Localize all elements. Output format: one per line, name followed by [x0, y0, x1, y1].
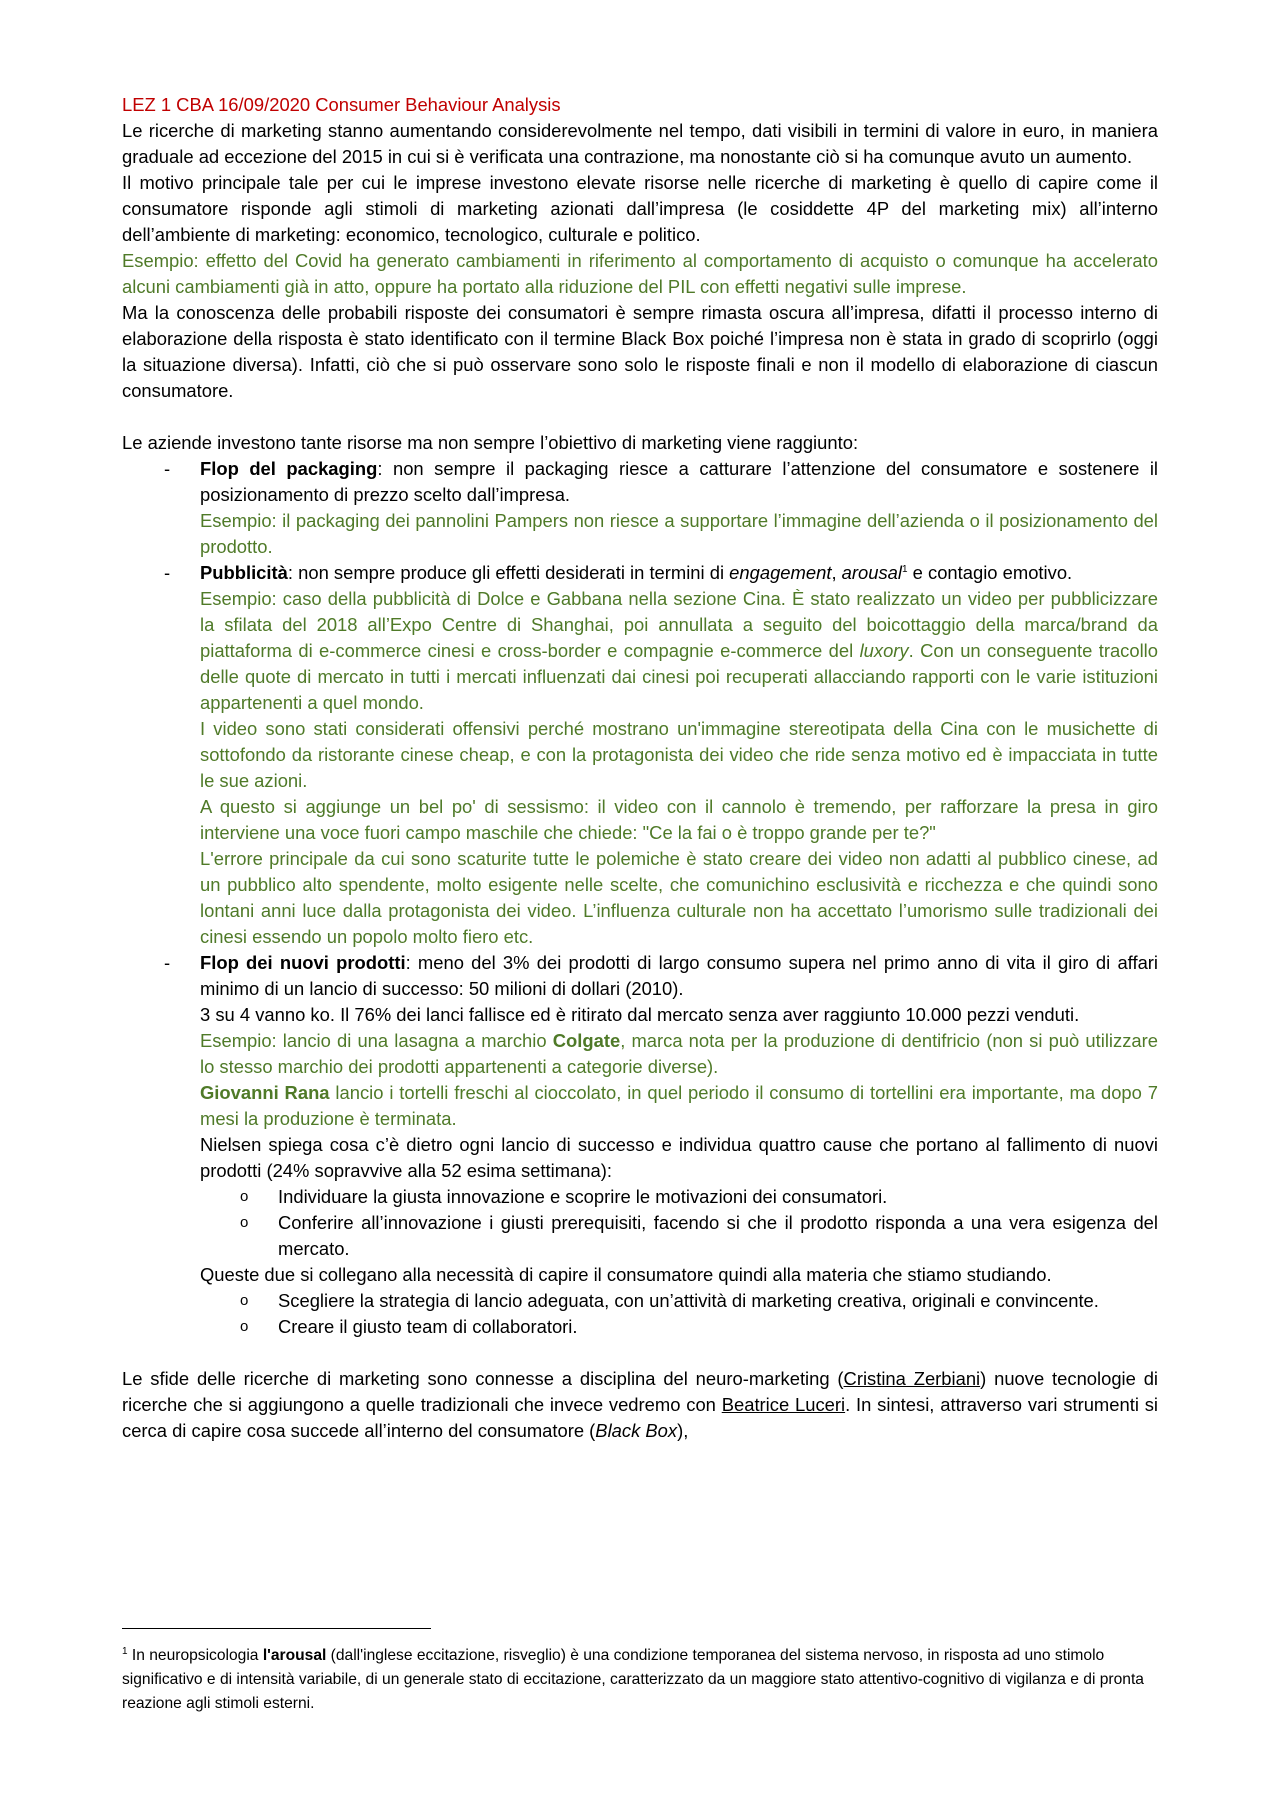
list-item-advertising: - Pubblicità: non sempre produce gli effetti desiderati in termini di engagement, arousal$^1$ e contagio emotivo. Esempio: caso della pubblicità di Dolce e Gabbana nella sezione Cina. È stato realizzato un video per pubblicizzare la sfilata del 2018 all’Expo Centre di Shanghai, poi annullata a seguito del boicottaggio della marca/brand da piattaforma di e-commerce cinesi e cross-border e compagnie e-commerce del luxory. Con un conseguente tracollo delle quote di mercato in tutti i mercati influenzati dai cinesi poi recuperati allacciando rapporti con le varie istituzioni appartenenti a quel mondo. I video sono stati considerati offensivi perché mostrano un'immagine stereotipata della Cina con le musichette di sottofondo da ristorante cinese cheap, e con la protagonista dei video che ride senza motivo ed è impacciata in tutte le sue azioni. A questo si aggiunge un bel po' di sessismo: il video con il cannolo è tremendo, per rafforzare la presa in giro interviene una voce fuori campo maschile che chiede: "Ce la fai o è troppo grande per te?" L'errore principale da cui sono scaturite tutte le polemiche è stato creare dei video non adatti al pubblico cinese, ad un pubblico alto spendente, molto esigente nelle scelte, che comunichino esclusività e ricchezza e che quindi sono lontani anni luce dalla protagonista dei video. L’influenza culturale non ha accettato l’umorismo sulle tradizionali dei cinesi essendo un popolo molto fiero etc. — [122, 560, 1158, 950]
example-covid: Esempio: effetto del Covid ha generato cambiamenti in riferimento al comportamento di acquisto o comunque ha accelerato alcuni cambiamenti già in atto, oppure ha portato alla riduzione del PIL con effetti negativi sulle imprese. — [122, 250, 1158, 297]
paragraph-black-box: Ma la conoscenza delle probabili risposte dei consumatori è sempre rimasta oscura all’impresa, difatti il processo interno di elaborazione della risposta è stato identificato con il termine Black Box poiché l’impresa non è stata in grado di scoprirlo (oggi la situazione diversa). Infatti, ciò che si può osservare sono solo le risposte finali e non il modello di elaborazione di ciascun consumatore. — [122, 302, 1158, 401]
dash-bullet: - — [164, 562, 171, 583]
link-beatrice-luceri[interactable]: Beatrice Luceri — [721, 1394, 846, 1415]
example-sexism: A questo si aggiunge un bel po' di sessismo: il video con il cannolo è tremendo, per rafforzare la presa in giro interviene una voce fuori campo maschile che chiede: "Ce la fai o è troppo grande per te?" — [200, 796, 1158, 843]
cause-item: o Creare il giusto team di collaboratori. — [278, 1314, 1158, 1340]
circle-bullet: o — [240, 1188, 249, 1205]
cause-item: o Individuare la giusta innovazione e scoprire le motivazioni dei consumatori. — [278, 1184, 1158, 1210]
dash-bullet: - — [164, 458, 171, 479]
paragraph-challenges: Le sfide delle ricerche di marketing sono connesse a disciplina del neuro-marketing (Cristina Zerbiani) nuove tecnologie di ricerche che si aggiungono a quelle tradizionali che invece vedremo con Beatrice Luceri. In sintesi, attraverso vari strumenti si cerca di capire cosa succede all’interno del consumatore (Black Box), — [122, 1368, 1159, 1441]
paragraph-bridge: Queste due si collegano alla necessità di capire il consumatore quindi alla materia che stiamo studiando. — [200, 1264, 1052, 1285]
circle-bullet: o — [240, 1214, 249, 1231]
spacer — [122, 404, 1158, 430]
document-page — [122, 92, 1158, 1444]
example-giovanni-rana: Giovanni Rana lancio i tortelli freschi al cioccolato, in quel periodo il consumo di tortellini era importante, ma dopo 7 mesi la produzione è terminata. — [200, 1082, 1158, 1129]
example-dolce-gabbana: Esempio: caso della pubblicità di Dolce e Gabbana nella sezione Cina. È stato realizzato un video per pubblicizzare la sfilata del 2018 all’Expo Centre di Shanghai, poi annullata a seguito del boicottaggio della marca/brand da piattaforma di e-commerce cinesi e cross-border e compagnie e-commerce del luxory. Con un conseguente tracollo delle quote di mercato in tutti i mercati influenzati dai cinesi poi recuperati allacciando rapporti con le varie istituzioni appartenenti a quel mondo. — [200, 588, 1158, 713]
example-video-offensive: I video sono stati considerati offensivi perché mostrano un'immagine stereotipata della Cina con le musichette di sottofondo da ristorante cinese cheap, e con la protagonista dei video che ride senza motivo ed è impacciata in tutte le sue azioni. — [200, 718, 1158, 791]
paragraph-list-intro: Le aziende investono tante risorse ma non sempre l’obiettivo di marketing viene raggiunto: — [122, 432, 859, 453]
footnote-separator — [122, 1628, 431, 1629]
causes-list-a — [200, 1184, 1158, 1262]
failure-list — [122, 456, 1158, 1340]
lecture-heading: LEZ 1 CBA 16/09/2020 Consumer Behaviour Analysis — [122, 94, 561, 115]
dash-bullet: - — [164, 952, 171, 973]
footnote-mark: 1 — [122, 1645, 128, 1657]
paragraph-motive: Il motivo principale tale per cui le imprese investono elevate risorse nelle ricerche di marketing è quello di capire come il consumatore risponde agli stimoli di marketing azionati dall’impresa (le cosiddette 4P del marketing mix) all’interno dell’ambiente di marketing: economico, tecnologico, culturale e politico. — [122, 172, 1158, 245]
example-pampers: Esempio: il packaging dei pannolini Pampers non riesce a supportare l’immagine dell’azienda o il posizionamento del prodotto. — [200, 510, 1158, 557]
paragraph-intro: Le ricerche di marketing stanno aumentando considerevolmente nel tempo, dati visibili in termini di valore in euro, in maniera graduale ad eccezione del 2015 in cui si è verificata una contrazione, ma nonostante ciò si ha comunque avuto un aumento. — [122, 120, 1158, 167]
list-item-packaging: - Flop del packaging: non sempre il packaging riesce a catturare l’attenzione del consumatore e sostenere il posizionamento di prezzo scelto dall’impresa. Esempio: il packaging dei pannolini Pampers non riesce a supportare l’immagine dell’azienda o il posizionamento del prodotto. — [122, 456, 1158, 560]
example-colgate: Esempio: lancio di una lasagna a marchio Colgate, marca nota per la produzione di dentifricio (non si può utilizzare lo stesso marchio dei prodotti appartenenti a categorie diverse). — [200, 1030, 1158, 1077]
circle-bullet: o — [240, 1292, 249, 1309]
circle-bullet: o — [240, 1318, 249, 1335]
link-cristina-zerbiani[interactable]: Cristina Zerbiani — [843, 1368, 981, 1389]
paragraph-nielsen: Nielsen spiega cosa c’è dietro ogni lancio di successo e individua quattro cause che portano al fallimento di nuovi prodotti (24% sopravvive alla 52 esima settimana): — [200, 1134, 1158, 1181]
item-title: Pubblicità — [200, 562, 288, 583]
item-title: Flop del packaging — [200, 458, 378, 479]
spacer — [122, 1340, 1158, 1366]
example-main-error: L'errore principale da cui sono scaturite tutte le polemiche è stato creare dei video non adatti al pubblico cinese, ad un pubblico alto spendente, molto esigente nelle scelte, che comunichino esclusività e ricchezza e che quindi sono lontani anni luce dalla protagonista dei video. L’influenza culturale non ha accettato l’umorismo sulle tradizionali dei cinesi essendo un popolo molto fiero etc. — [200, 848, 1158, 947]
item-title: Flop dei nuovi prodotti — [200, 952, 406, 973]
footnote: $^1$ In neuropsicologia l'arousal (dall'inglese eccitazione, risveglio) è una condizione temporanea del sistema nervoso, in risposta ad uno stimolo significativo e di intensità variabile, di un generale stato di eccitazione, caratterizzato da un maggiore stato attentivo-cognitivo di vigilanza e di pronta reazione agli stimoli esterni. — [122, 1645, 1144, 1712]
cause-item: o Conferire all’innovazione i giusti prerequisiti, facendo si che il prodotto risponda a una vera esigenza del mercato. — [240, 1212, 1158, 1259]
cause-item: o Scegliere la strategia di lancio adeguata, con un’attività di marketing creativa, originali e convincente. — [278, 1288, 1158, 1314]
paragraph-failure-rate: 3 su 4 vanno ko. Il 76% dei lanci fallisce ed è ritirato dal mercato senza aver raggiunto 10.000 pezzi venduti. — [200, 1004, 1080, 1025]
footnote-reference[interactable]: 1 — [902, 563, 908, 575]
causes-list-b — [200, 1288, 1158, 1340]
list-item-new-products: - Flop dei nuovi prodotti: meno del 3% dei prodotti di largo consumo supera nel primo anno di vita il giro di affari minimo di un lancio di successo: 50 milioni di dollari (2010). 3 su 4 vanno ko. Il 76% dei lanci fallisce ed è ritirato dal mercato senza aver raggiunto 10.000 pezzi venduti. Esempio: lancio di una lasagna a marchio Colgate, marca nota per la produzione di dentifricio (non si può utilizzare lo stesso marchio dei prodotti appartenenti a categorie diverse). Giovanni Rana lancio i tortelli freschi al cioccolato, in quel periodo il consumo di tortellini era importante, ma dopo 7 mesi la produzione è terminata. Nielsen spiega cosa c’è dietro ogni lancio di successo e individua quattro cause che portano al fallimento di nuovi prodotti (24% sopravvive alla 52 esima settimana): o Individuare la giusta innovazione e scoprire le motivazioni dei consumatori. o Conferire all’innovazione i giusti prerequisiti, facendo si che il prodotto risponda a una vera esigenza del mercato. Queste due si collegano alla necessità di capire il consumatore quindi alla materia che stiamo studiando. o Scegliere la strategia di lancio adeguata, con un’attività di marketing creativa, originali e convincente. o Creare il giusto team di collaboratori. — [122, 950, 1158, 1340]
